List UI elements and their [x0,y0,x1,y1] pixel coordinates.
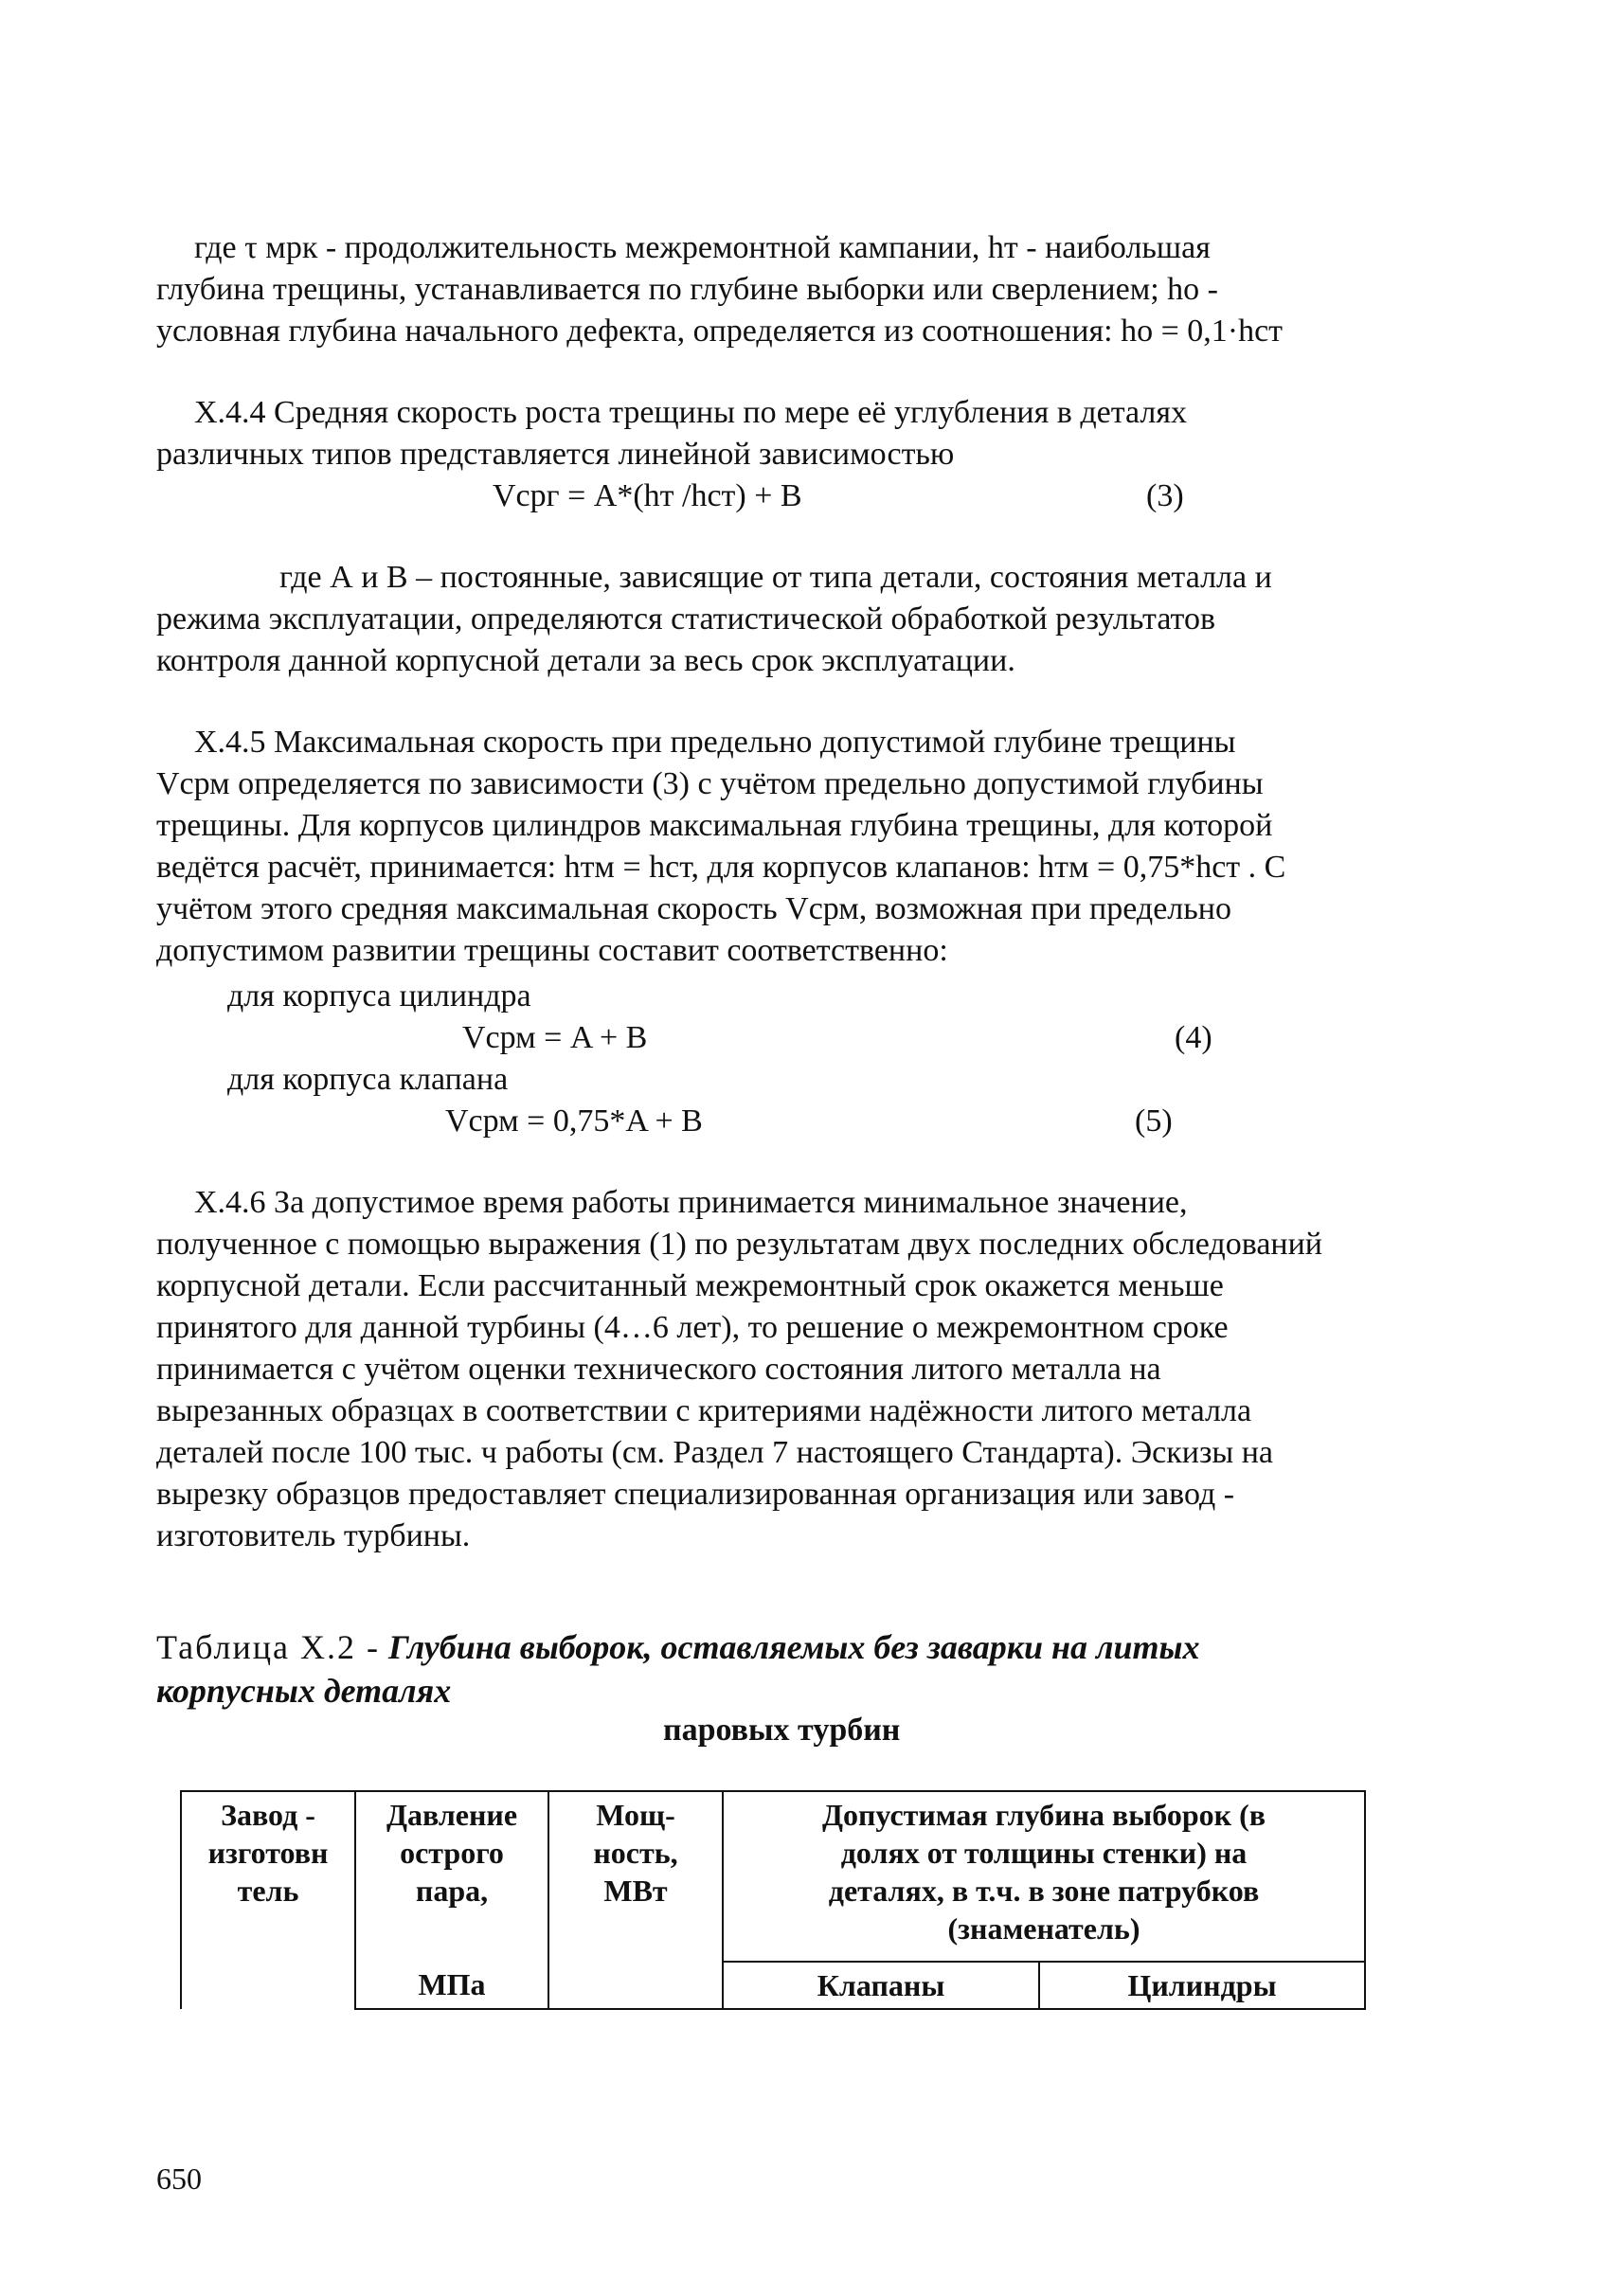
text-line: глубина трещины, устанавливается по глубине выборки или сверлением; hо - [156,272,1218,307]
header-text: острого [400,1836,504,1870]
text-line: различных типов представляется линейной зависимостью [156,437,955,472]
text-line: допустимом развитии трещины составит соответственно: [156,933,948,968]
header-text: Давление [386,1798,518,1832]
text-line: Х.4.4 Средняя скорость роста трещины по мере её углубления в деталях [194,395,1187,430]
header-manufacturer [181,1791,355,2009]
text-line: изготовитель турбины. [156,1518,471,1553]
text-line: Х.4.6 За допустимое время работы принимается минимальное значение, [194,1185,1188,1220]
header-allowed-depth [723,1791,1365,1962]
text-line: вырезку образцов предоставляет специализированная организация или завод - [156,1477,1235,1512]
text-line: деталей после 100 тыс. ч работы (см. Раздел 7 настоящего Стандарта). Эскизы на [156,1435,1274,1470]
header-text: деталях, в т.ч. в зоне патрубков [828,1874,1260,1908]
header-text: Мощ- [596,1798,675,1832]
header-text: (знаменатель) [947,1911,1140,1946]
header-text: МВт [603,1874,668,1908]
text-line: ведётся расчёт, принимается: hтм = hст, для корпусов клапанов: hтм = 0,75*hст . С [156,850,1286,885]
header-pressure [355,1791,548,1962]
header-text: Завод - [221,1798,315,1832]
text-line: Х.4.5 Максимальная скорость при предельно допустимой глубине трещины [194,725,1236,760]
formula-5: Vсрм = 0,75*A + B [445,1103,703,1139]
equation-number-3: (3) [1146,478,1184,513]
table-caption [156,1625,1388,1713]
table-header-row [181,1791,1365,1962]
table-caption-title-cont: корпусных деталях [156,1672,452,1710]
text-line: контроля данной корпусной детали за весь срок эксплуатации. [156,643,1015,678]
label-valve-body: для корпуса клапана [227,1062,509,1097]
text-line: принятого для данной турбины (4…6 лет), то решение о межремонтном сроке [156,1310,1229,1345]
label-cylinder-body: для корпуса цилиндра [227,978,531,1013]
header-text: долях от толщины стенки) на [840,1836,1248,1870]
table-caption-lead: Таблица Х.2 - [156,1628,380,1666]
text-line: вырезанных образцах в соответствии с критериями надёжности литого металла [156,1393,1252,1428]
header-cylinders: Цилиндры [1039,1962,1365,2009]
text-line: учётом этого средняя максимальная скорость Vсрм, возможная при предельно [156,891,1231,926]
formula-3: Vсрг = A*(hт /hст) + B [493,478,802,513]
section-x46 [156,1182,1465,1557]
header-power [548,1791,723,2009]
equation-number-5: (5) [1135,1103,1173,1139]
text-line: Vсрм определяется по зависимости (3) с учётом предельно допустимой глубины [156,766,1264,801]
header-text: Допустимая глубина выборок (в [821,1798,1266,1832]
table-subheader-row [181,1962,1365,2009]
section-x45 [156,722,1465,972]
header-text: пара, [415,1874,489,1908]
text-line: где τ мрк - продолжительность межремонтной кампании, hт - наибольшая [194,230,1211,265]
header-text: тель [237,1874,299,1908]
equation-number-4: (4) [1175,1020,1212,1055]
text-line: корпусной детали. Если рассчитанный межремонтный срок окажется меньше [156,1268,1224,1303]
page-number: 650 [156,2161,202,2196]
table-caption-title: Глубина выборок, оставляемых без заварки на литых [387,1628,1200,1666]
header-valves: Клапаны [723,1962,1039,2009]
header-text: ность, [593,1836,678,1870]
section-x44 [156,392,1465,475]
text-line: условная глубина начального дефекта, определяется из соотношения: hо = 0,1·hст [156,314,1284,349]
text-line: трещины. Для корпусов цилиндров максимальная глубина трещины, для которой [156,808,1273,843]
table-caption-subtitle: паровых турбин [663,1713,901,1748]
header-text: изготовн [207,1836,329,1870]
header-pressure-unit: МПа [355,1962,548,2009]
paragraph-a-b-constants [156,557,1465,682]
text-line: принимается с учётом оценки технического состояния литого металла на [156,1352,1161,1387]
text-line: полученное с помощью выражения (1) по результатам двух последних обследований [156,1227,1323,1262]
paragraph-tau-definition [156,227,1465,352]
formula-4: Vсрм = A + B [462,1020,648,1055]
text-line: режима эксплуатации, определяются статистической обработкой результатов [156,601,1215,637]
sampling-depth-table [180,1790,1366,2010]
text-line: где А и В – постоянные, зависящие от типа детали, состояния металла и [279,560,1272,595]
